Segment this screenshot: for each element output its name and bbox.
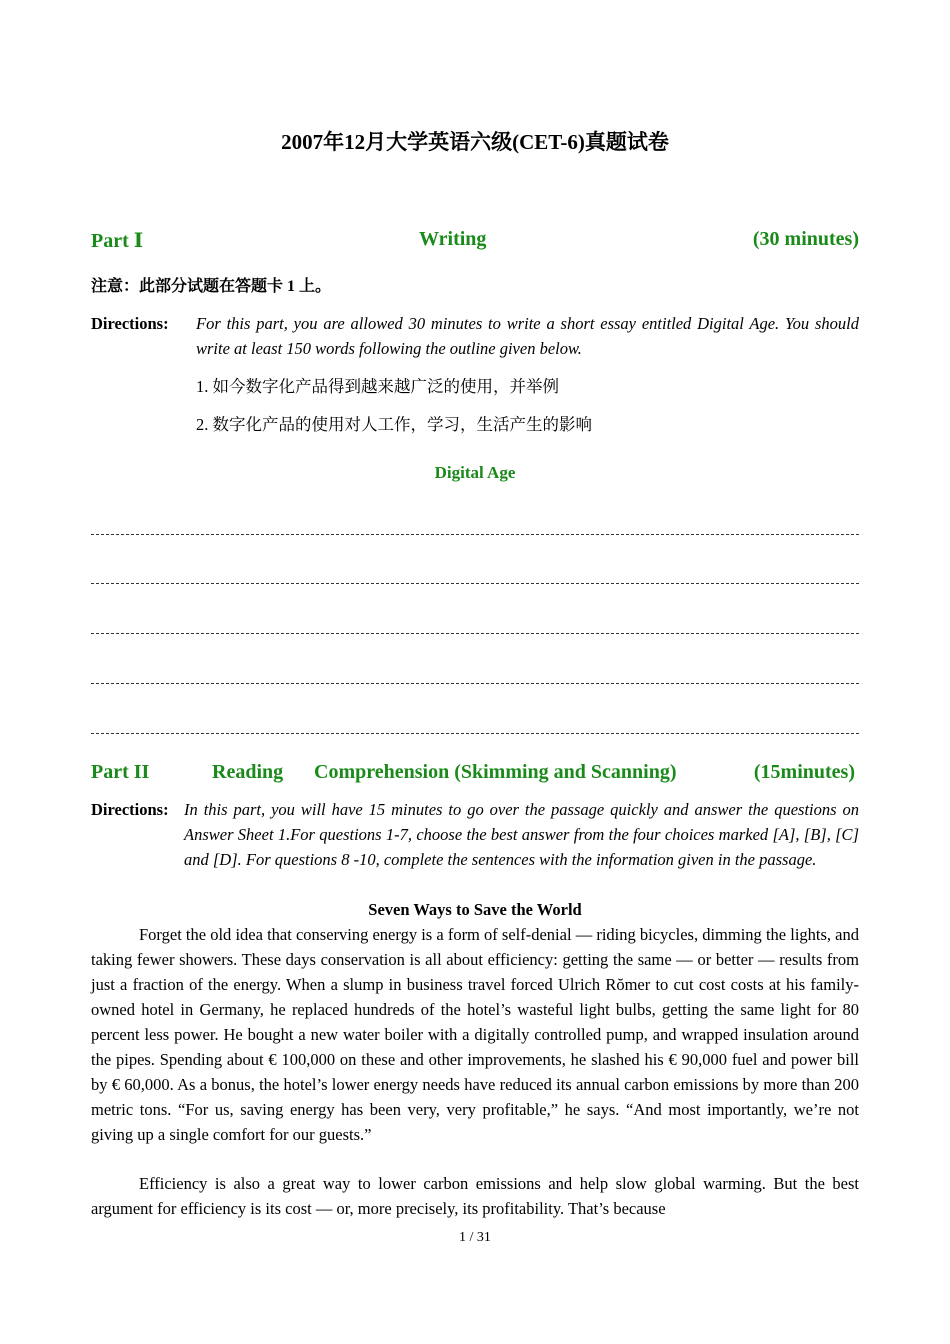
article-paragraph: Efficiency is also a great way to lower carbon emissions and help slow global warming. But the best argument for efficiency is its cost — or, more precisely, its profitability. That’s because: [91, 1174, 859, 1218]
writing-line: [91, 633, 859, 634]
page-title: 2007年12月大学英语六级(CET-6)真题试卷: [281, 130, 669, 154]
article-title: Seven Ways to Save the World: [368, 900, 582, 919]
part2-name-comprehension: Comprehension (Skimming and Scanning): [314, 761, 677, 783]
outline-item: 2. 数字化产品的使用对人工作，学习，生活产生的影响: [196, 415, 592, 434]
writing-line: [91, 583, 859, 584]
part1-directions-text: For this part, you are allowed 30 minutes to write a short essay entitled Digital Age. You should write at least 150 words following the outline given below.: [196, 314, 859, 358]
part2-directions-text: In this part, you will have 15 minutes to go over the passage quickly and answer the questions on Answer Sheet 1.For questions 1-7, choose the best answer from the four choices marked [A], [B], [C] and [D]. For questions 8 -10, complete the sentences with the information given in the passage.: [184, 800, 859, 869]
page-number: 1 / 31: [459, 1230, 491, 1245]
part2-header: [91, 761, 859, 789]
part1-name: Writing: [419, 228, 487, 250]
part1-label: Part Ⅰ: [91, 230, 144, 252]
part2-label: Part II: [91, 761, 150, 783]
essay-title: Digital Age: [434, 463, 516, 482]
writing-line: [91, 733, 859, 734]
part1-directions-label: Directions:: [91, 314, 169, 333]
writing-line: [91, 534, 859, 535]
part2-directions-label: Directions:: [91, 800, 169, 819]
answer-sheet-note: 注意：此部分试题在答题卡 1 上。: [91, 278, 332, 295]
part1-header: [91, 228, 859, 256]
part1-time: (30 minutes): [752, 228, 859, 250]
writing-line: [91, 683, 859, 684]
outline-item: 1. 如今数字化产品得到越来越广泛的使用，并举例: [196, 377, 559, 396]
article-paragraph: Forget the old idea that conserving energy is a form of self-denial — riding bicycles, dimming the lights, and taking fewer showers. These days conservation is all about efficiency: getting the same — or better — results from just a fraction of the energy. When a slump in business travel forced Ulrich Rŏmer to cut cost costs at his family-owned hotel in Germany, he replaced hundreds of the hotel’s wasteful light bulbs, getting the same light for 80 percent less power. He bought a new water boiler with a digitally controlled pump, and wrapped insulation around the pipes. Spending about € 100,000 on these and other improvements, he slashed his € 90,000 fuel and power bill by € 60,000. As a bonus, the hotel’s lower energy needs have reduced its annual carbon emissions by more than 200 metric tons. “For us, saving energy has been very, very profitable,” he says. “And most importantly, we’re not giving up a single comfort for our guests.”: [91, 925, 859, 1144]
part2-name-reading: Reading: [212, 761, 284, 783]
part2-time: (15minutes): [753, 761, 855, 783]
